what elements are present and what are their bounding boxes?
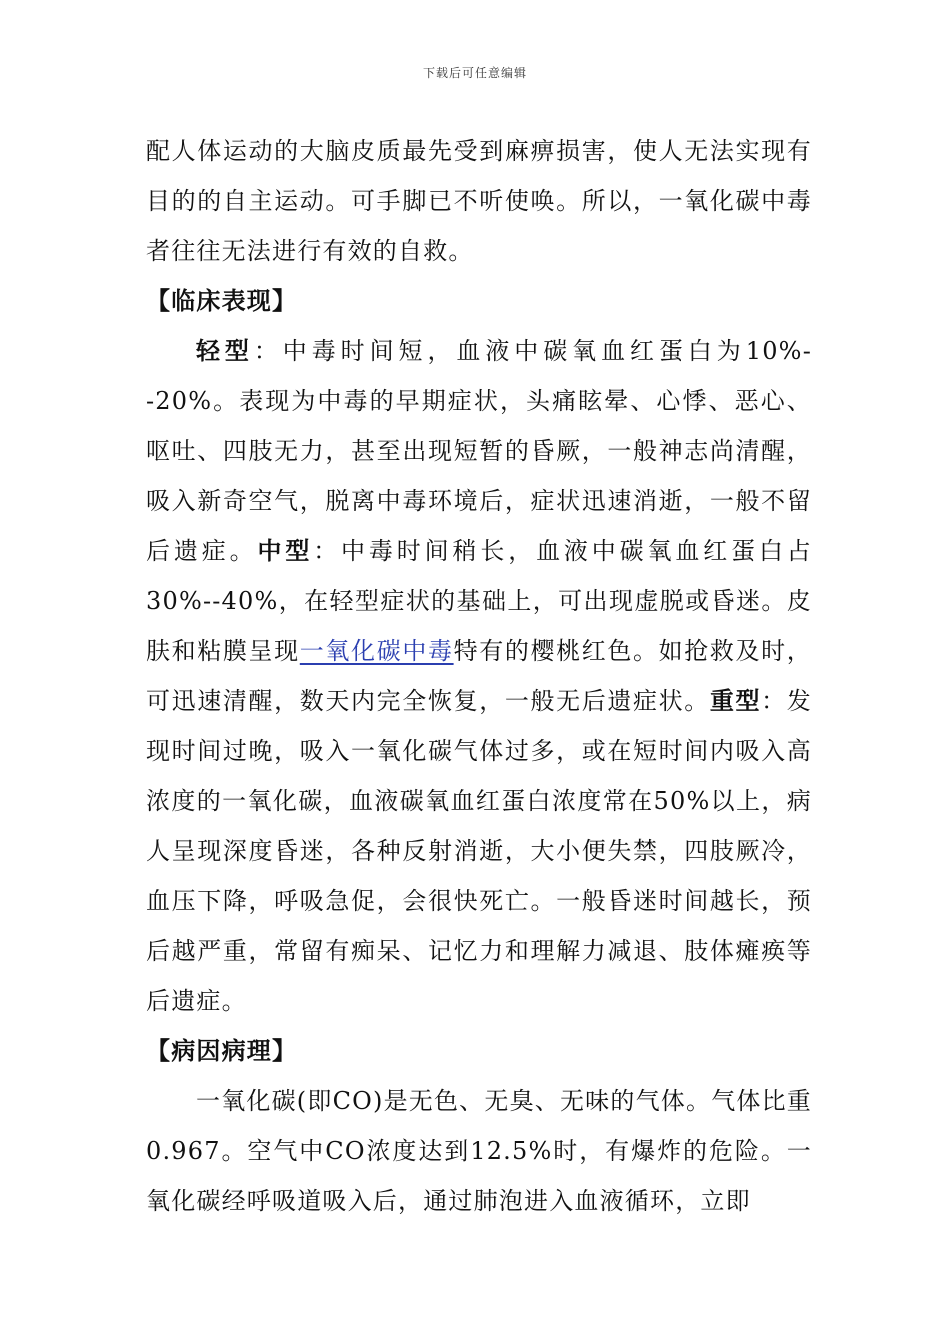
clinical-paragraph [146,326,812,1026]
mild-type-label: 轻型 [196,336,254,365]
severe-type-text: ：发现时间过晚，吸入一氧化碳气体过多，或在短时间内吸入高浓度的一氧化碳，血液碳氧血红蛋白浓度常在50%以上，病人呈现深度昏迷，各种反射消逝，大小便失禁，四肢厥冷，血压下降，呼吸急促，会很快死亡。一般昏迷时间越长，预后越严重，常留有痴呆、记忆力和理解力减退、肢体瘫痪等后遗症。 [146,687,812,1015]
section-heading-clinical: 【临床表现】 [146,286,298,315]
document-body [146,126,812,1226]
mild-type-text: ：中毒时间短，血液中碳氧血红蛋白为10%--20%。表现为中毒的早期症状，头痛眩晕、心悸、恶心、呕吐、四肢无力，甚至出现短暂的昏厥，一般神志尚清醒，吸入新奇空气，脱离中毒环境后，症状迅速消逝，一般不留后遗症。 [146,337,812,565]
co-poisoning-link[interactable]: 一氧化碳中毒 [299,637,454,665]
page-header-note: 下载后可任意编辑 [422,66,527,80]
severe-type-label: 重型 [709,686,762,715]
moderate-type-text-b: 特有的樱桃红色。如抢救及时，可迅速清醒，数天内完全恢复，一般无后遗症状。 [146,637,812,715]
section-heading-etiology: 【病因病理】 [146,1036,298,1065]
intro-paragraph: 配人体运动的大脑皮质最先受到麻痹损害，使人无法实现有目的的自主运动。可手脚已不听使唤。所以，一氧化碳中毒者往往无法进行有效的自救。 [146,137,812,265]
moderate-type-label: 中型 [257,536,314,565]
etiology-paragraph: 一氧化碳(即CO)是无色、无臭、无味的气体。气体比重0.967。空气中CO浓度达到12.5%时，有爆炸的危险。一氧化碳经呼吸道吸入后，通过肺泡进入血液循环，立即 [146,1087,812,1215]
moderate-type-text-a: ：中毒时间稍长，血液中碳氧血红蛋白占30%--40%，在轻型症状的基础上，可出现虚脱或昏迷。皮肤和粘膜呈现 [146,537,813,665]
